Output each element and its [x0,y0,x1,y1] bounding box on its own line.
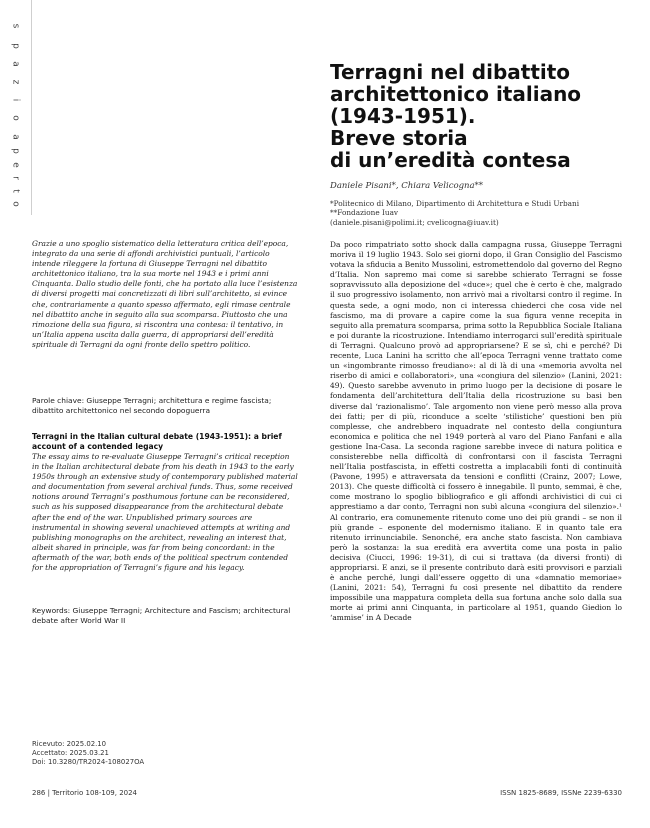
affiliation-line: **Fondazione Iuav [330,208,399,218]
affiliation-line: *Politecnico di Milano, Dipartimento di Architettura e Studi Urbani [330,199,580,208]
section-sidebar [0,0,32,215]
keywords-italian: Parole chiave: Giuseppe Terragni; architettura e regime fascista; dibattito architettonico nel secondo dopoguerra [32,396,272,416]
accepted-date: Accettato: 2025.03.21 [32,749,109,757]
english-title: Terragni in the Italian cultural debate (1943-1951): a brief account of a contended legacy [32,432,282,452]
sidebar-letter: a [10,61,21,67]
article-title [330,61,630,171]
affiliation-line: (daniele.pisani@polimi.it; cvelicogna@iuav.it) [330,217,499,227]
title-line: architettonico italiano [330,82,582,106]
abstract-italian: Grazie a uno spoglio sistematico della letteratura critica dell’epoca, integrato da una serie di affondi archivistici puntuali, l’articolo intende rileggere la fortuna di Giuseppe Terragni nel dibattito architettonico italiano, tra la sua morte nel 1943 e i primi anni Cinquanta. Dallo studio delle fonti, che ha portato alla luce l’esistenza di diversi progetti mai concretizzati di libri sull’architetto, si evince che, contrariamente a quanto spesso affermato, egli rimase centrale nel dibattito anche in seguito alla sua scomparsa. Piuttosto che una rimozione della sua figura, si riscontra una contesa: il tentativo, in un’Italia appena uscita dalla guerra, di appropriarsi dell’eredità spirituale di Terragni da ogni fronte dello spettro politico. [32,239,298,349]
sidebar-letter: r [10,176,21,180]
abstract-english: The essay aims to re-evaluate Giuseppe Terragni’s critical reception in the Italian architectural debate from his death in 1943 to the early 1950s through an extensive study of contemporary published material and documentation from several archival funds. Thus, some received notions around Terragni’s posthumous fortune can be reconsidered, such as his supposed disappearance from the architectural debate after the end of the war. Unpublished primary sources are instrumental in showing several unachieved attempts at writing and publishing monographs on the architect, revealing an interest that, albeit shared in principle, was far from being concordant: in the aftermath of the war, both ends of the political spectrum contended for the appropriation of Terragni’s figure and his legacy. [32,452,298,573]
page-footer [32,789,622,801]
title-line: (1943-1951). [330,104,476,128]
footer-issn: ISSN 1825-8689, ISSNe 2239-6330 [500,789,622,797]
sidebar-letter: a [10,134,21,140]
title-line: di un’eredità contesa [330,148,571,172]
sidebar-letter: p [10,43,21,49]
footer-page-info: 286 | Territorio 108-109, 2024 [32,789,138,797]
title-line: Terragni nel dibattito [330,60,571,84]
title-line: Breve storia [330,126,468,150]
affiliations [330,199,630,227]
body-text: Da poco rimpatriato sotto shock dalla campagna russa, Giuseppe Terragni moriva il 19 luglio 1943. Solo sei giorni dopo, il Gran Consiglio del Fascismo votava la sfiducia a Benito Mussolini, estromettendolo dal governo del Regno d’Italia. Non sapremo mai come si sarebbe schierato Terragni se fosse sopravvissuto alla deposizione del «duce»; quel che è certo è che, malgrado il suo progressivo isolamento, non arrivò mai a rivoltarsi contro il regime. In questa sede, a ogni modo, non ci interessa chiederci che cosa vide nel fascismo, ma di provare a capire come la sua figura venne recepita in seguito alla prematura scomparsa, prima sotto la Repubblica Sociale Italiana e poi durante la ricostruzione. Intendiamo interrogarci sull’eredità spirituale di Terragni. Qualcuno provò ad appropriarsene? E se sì, chi e perché? Di recente, Luca Lanini ha scritto che all’epoca Terragni venne trattato come un «ingombrante rimosso freudiano»: al di là di una «memoria avvolta nel riserbo di amici e collaboratori», una «congiura del silenzio» (Lanini, 2021: 49). Questo sarebbe avvenuto in primo luogo per la decisione di posare le fondamenta dell’architettura dell’Italia della ricostruzione su basi ben diverse dal ‘razionalismo’. Tale argomento non viene però messo alla prova dei fatti; per di più, riconduce a scelte ‘stilistiche’ questioni ben più complesse, che andrebbero inquadrate nel contesto della congiuntura economica e politica che nel 1949 porterà al varo del Piano Fanfani e alla gestione Ina-Casa. La seconda ragione sarebbe invece di natura politica e consisterebbe nella difficoltà di confrontarsi con il fascista Terragni nell’Italia postfascista, in effetti costretta a implacabili fonti di continuità (Pavone, 1995) e attraversata da tensioni e conflitti (Crainz, 2007; Lowe, 2013). Che queste difficoltà ci fossero è innegabile. Il punto, semmai, è che, come mostrano lo spoglio bibliografico e gli affondi archivistici di cui ci apprestiamo a dar conto, Terragni non subì alcuna «congiura del silenzio».¹ Al contrario, era comunemente ritenuto come uno dei più grandi – se non il più grande – esponente del modernismo italiano. E in quanto tale era ritenuto irrinunciabile. Senonché, era anche stato fascista. Non cambiava però la sostanza: la sua eredità era avvertita come una posta in palio decisiva (Ciucci, 1996: 19-31), di cui si trattava (da diversi fronti) di appropriarsi. E anzi, se il presente contributo darà esiti provvisori e parziali è anche perché, lungi dall’essere oggetto di una «damnatio memoriae» (Lanini, 2021: 54), Terragni fu così presente nel dibattito da rendere impossibile una mappatura completa della sua fortuna anche solo dalla sua morte ai primi anni Cinquanta, in particolare al 1951, quando Giedion lo ‘ammise’ in A Decade [330,240,623,623]
sidebar-letter: z [10,79,21,85]
authors: Daniele Pisani*, Chiara Velicogna** [330,181,484,191]
keywords-english: Keywords: Giuseppe Terragni; Architecture and Fascism; architectural debate after World War II [32,606,291,626]
sidebar-letter: o [10,201,21,207]
sidebar-letter: s [10,23,21,29]
sidebar-letter: e [10,162,21,168]
sidebar-letter: i [10,98,21,102]
sidebar-letter: p [10,148,21,154]
sidebar-letter: o [10,115,21,121]
doi: Doi: 10.3280/TR2024-108027OA [32,758,145,766]
sidebar-letter: t [10,189,21,193]
publication-dates [32,740,144,767]
received-date: Ricevuto: 2025.02.10 [32,740,107,748]
